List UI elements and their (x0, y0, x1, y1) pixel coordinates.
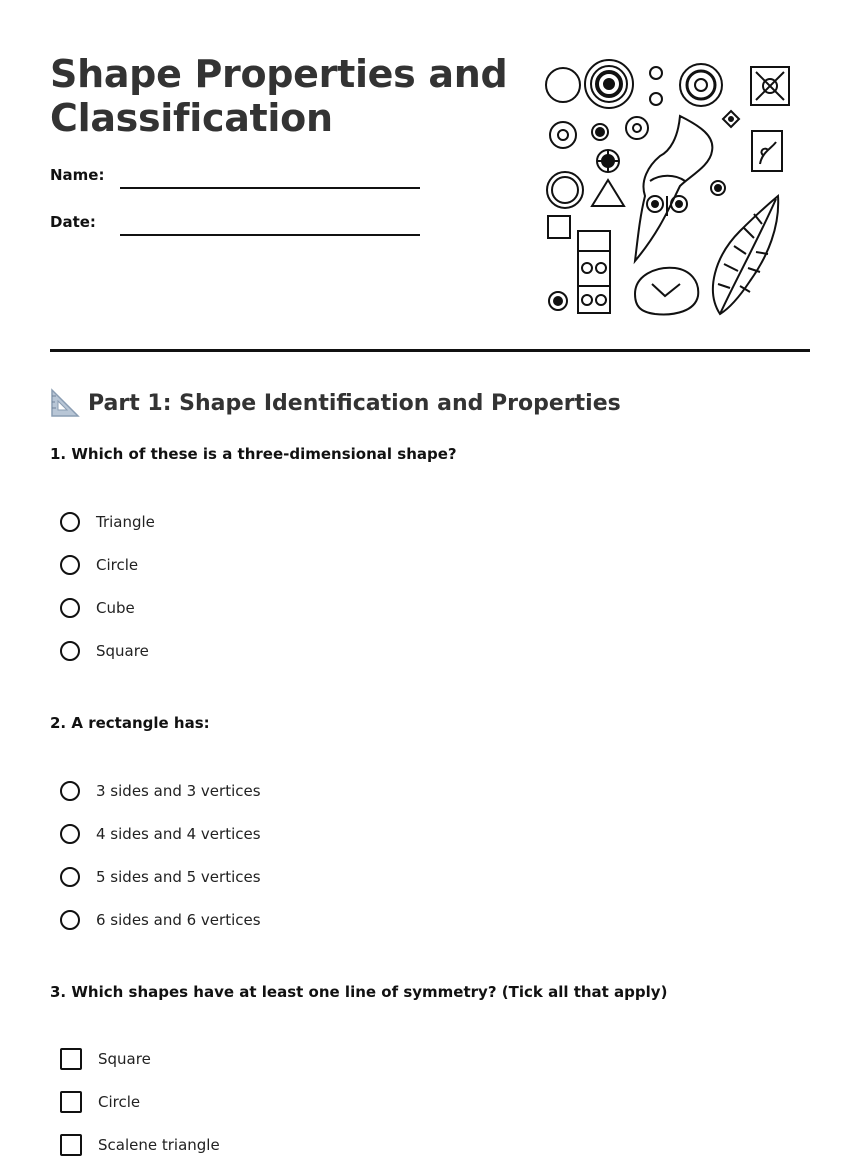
set-square-icon (50, 388, 80, 418)
option-label: Square (98, 1050, 151, 1068)
option-label: Cube (96, 599, 135, 617)
date-label: Date: (50, 213, 96, 231)
date-field-line[interactable] (120, 234, 420, 236)
option-label: Circle (96, 556, 139, 574)
maori-shapes-clipart-icon (540, 56, 800, 318)
option-label: Circle (98, 1093, 141, 1111)
radio-button[interactable] (60, 781, 80, 801)
radio-button[interactable] (60, 555, 80, 575)
part1-heading (50, 386, 621, 420)
section-divider (50, 349, 810, 352)
name-field-line[interactable] (120, 187, 420, 189)
radio-button[interactable] (60, 641, 80, 661)
option-label: Scalene triangle (98, 1136, 220, 1154)
question-2: 2. A rectangle has: (50, 714, 210, 732)
radio-button[interactable] (60, 512, 80, 532)
q2-option-4-sides[interactable] (60, 822, 261, 846)
option-label: Square (96, 642, 149, 660)
q3-option-scalene-triangle[interactable] (60, 1133, 220, 1157)
radio-button[interactable] (60, 867, 80, 887)
q2-option-5-sides[interactable] (60, 865, 261, 889)
radio-button[interactable] (60, 910, 80, 930)
name-label: Name: (50, 166, 105, 184)
option-label: 4 sides and 4 vertices (96, 825, 261, 843)
q2-option-3-sides[interactable] (60, 779, 261, 803)
q3-option-square[interactable] (60, 1047, 151, 1071)
q3-option-circle[interactable] (60, 1090, 140, 1114)
q1-option-triangle[interactable] (60, 510, 155, 534)
option-label: Triangle (96, 513, 155, 531)
radio-button[interactable] (60, 824, 80, 844)
checkbox[interactable] (60, 1134, 82, 1156)
option-label: 6 sides and 6 vertices (96, 911, 261, 929)
radio-button[interactable] (60, 598, 80, 618)
option-label: 3 sides and 3 vertices (96, 782, 261, 800)
worksheet-title: Shape Properties and Classification (50, 52, 508, 140)
checkbox[interactable] (60, 1048, 82, 1070)
q2-option-6-sides[interactable] (60, 908, 261, 932)
q1-option-cube[interactable] (60, 596, 135, 620)
checkbox[interactable] (60, 1091, 82, 1113)
q1-option-square[interactable] (60, 639, 149, 663)
question-1: 1. Which of these is a three-dimensional shape? (50, 445, 457, 463)
part1-heading-text: Part 1: Shape Identification and Properties (88, 390, 621, 416)
option-label: 5 sides and 5 vertices (96, 868, 261, 886)
question-3: 3. Which shapes have at least one line of symmetry? (Tick all that apply) (50, 983, 668, 1001)
q1-option-circle[interactable] (60, 553, 138, 577)
